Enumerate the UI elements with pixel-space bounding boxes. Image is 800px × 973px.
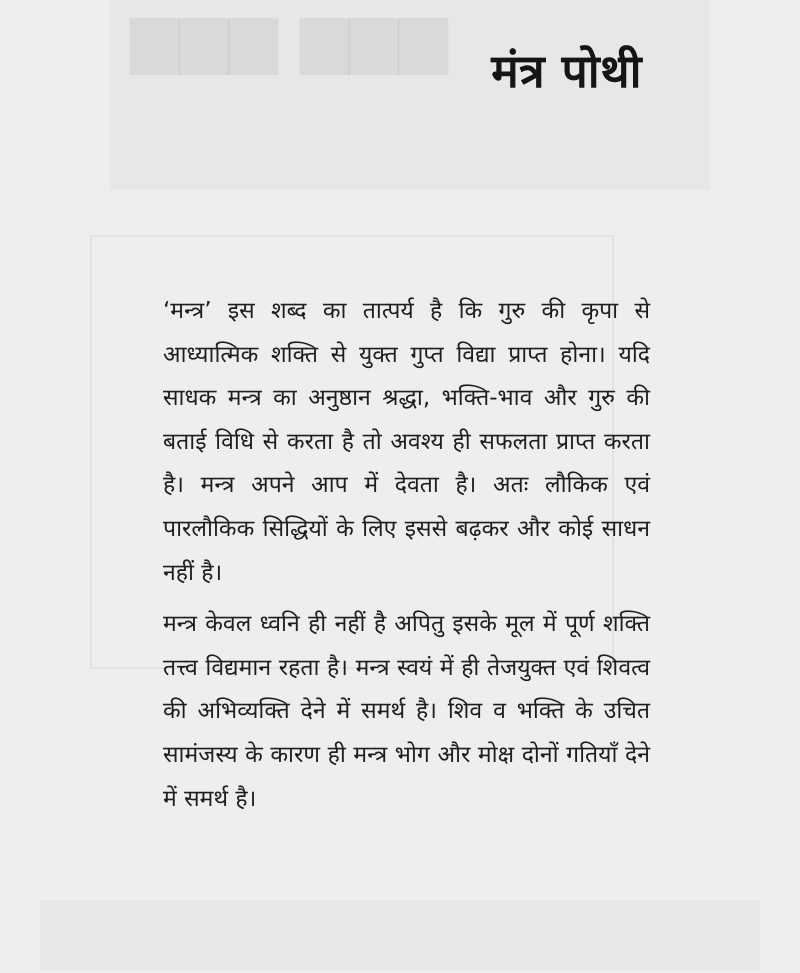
bleed-through-footer	[40, 900, 760, 970]
paragraph-2: मन्त्र केवल ध्वनि ही नहीं है अपितु इसके मूल में पूर्ण शक्ति तत्त्व विद्यमान रहता है। मन्त्र स्वयं में ही तेजयुक्त एवं शिवत्व की अभिव्यक्ति देने में समर्थ है। शिव व भक्ति के उचित सामंजस्य के कारण ही मन्त्र भोग और मोक्ष दोनों गतियाँ देने में समर्थ है।	[163, 611, 650, 812]
bleed-through-title: ▆▆▆ ▆▆▆	[130, 0, 448, 75]
body-text	[163, 290, 650, 821]
paragraph-1: ‘मन्त्र’ इस शब्द का तात्पर्य है कि गुरु की कृपा से आध्यात्मिक शक्ति से युक्त गुप्त विद्या प्राप्त होना। यदि साधक मन्त्र का अनुष्ठान श्रद्धा, भक्ति-भाव और गुरु की बताई विधि से करता है तो अवश्य ही सफलता प्राप्त करता है। मन्त्र अपने आप में देवता है। अतः लौकिक एवं पारलौकिक सिद्धियों के लिए इससे बढ़कर और कोई साधन नहीं है।	[163, 298, 650, 586]
page-title: मंत्र पोथी	[491, 44, 642, 98]
